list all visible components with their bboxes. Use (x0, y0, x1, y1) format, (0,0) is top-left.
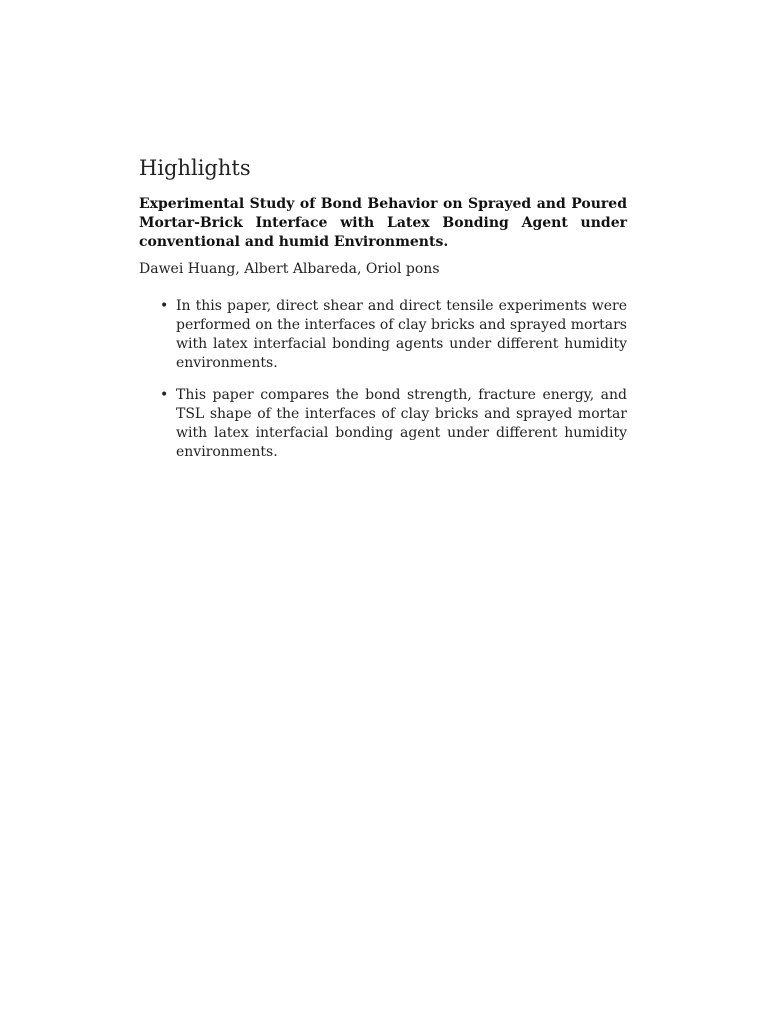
highlights-list (139, 297, 627, 462)
bullet-icon: • (160, 387, 169, 404)
highlight-item (139, 386, 627, 462)
highlight-text: In this paper, direct shear and direct tensile experiments were performed on the interfaces of clay bricks and sprayed mortars with latex interfacial bonding agents under different humidity environments. (176, 298, 627, 372)
bullet-icon: • (160, 298, 169, 315)
highlight-item (139, 297, 627, 373)
highlight-text: This paper compares the bond strength, fracture energy, and TSL shape of the interfaces of clay bricks and sprayed mortar with latex interfacial bonding agent under different humidity environments. (176, 387, 627, 461)
highlights-page (139, 156, 627, 475)
section-heading: Highlights (139, 156, 251, 180)
paper-title: Experimental Study of Bond Behavior on Sprayed and Poured Mortar-Brick Interface with Latex Bonding Agent under conventional and humid Environments. (139, 196, 627, 251)
author-list: Dawei Huang, Albert Albareda, Oriol pons (139, 261, 440, 278)
